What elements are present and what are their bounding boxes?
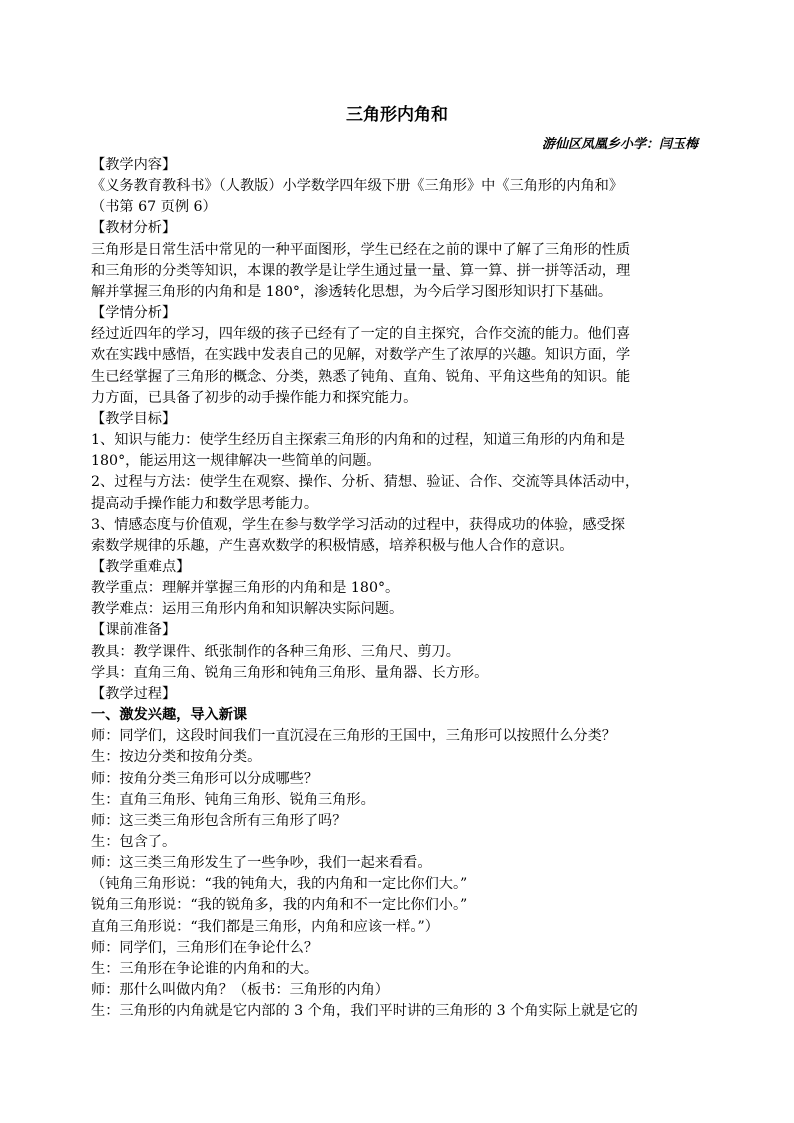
text-line: （钝角三角形说：“我的钝角大，我的内角和一定比你们大。” (91, 876, 468, 893)
text-line: 学具：直角三角、锐角三角形和钝角三角形、量角器、长方形。 (91, 664, 489, 681)
text-line: 生：包含了。 (91, 834, 177, 850)
text-line: 直角三角形说：“我们都是三角形，内角和应该一样。”） (91, 918, 439, 935)
text-line: 欢在实践中感悟，在实践中发表自己的见解，对数学产生了浓厚的兴趣。知识方面，学 (91, 347, 631, 364)
text-line: 生：按边分类和按角分类。 (91, 749, 262, 766)
text-line: 生：三角形在争论谁的内角和的大。 (91, 960, 319, 977)
text-line: 【教学目标】 (91, 410, 177, 427)
text-line: 生：直角三角形、钝角三角形、锐角三角形。 (91, 791, 375, 808)
text-line: 【教学内容】 (91, 157, 177, 173)
text-line: 2、过程与方法：使学生在观察、操作、分析、猜想、验证、合作、交流等具体活动中， (91, 474, 640, 491)
text-line: 《义务教育教科书》（人教版）小学数学四年级下册《三角形》中《三角形的内角和》 (91, 178, 624, 195)
text-line: 3、情感态度与价值观，学生在参与数学学习活动的过程中，获得成功的体验，感受探 (91, 516, 625, 533)
text-line: 【教材分析】 (91, 220, 177, 237)
text-line: 【教学过程】 (91, 685, 177, 702)
text-line: （书第 67 页例 6） (91, 199, 217, 216)
text-line: 一、激发兴趣，导入新课 (91, 707, 248, 724)
text-line: 教学难点：运用三角形内角和知识解决实际问题。 (91, 601, 404, 618)
text-line: 生已经掌握了三角形的概念、分类，熟悉了钝角、直角、锐角、平角这些角的知识。能 (91, 368, 631, 385)
text-line: 师：这三类三角形发生了一些争吵，我们一起来看看。 (91, 855, 432, 872)
text-line: 师：同学们，这段时间我们一直沉浸在三角形的王国中，三角形可以按照什么分类？ (91, 728, 616, 745)
text-line: 解并掌握三角形的内角和是 180°，渗透转化思想，为今后学习图形知识打下基础。 (91, 283, 613, 300)
text-line: 经过近四年的学习，四年级的孩子已经有了一定的自主探究，合作交流的能力。他们喜 (91, 326, 631, 343)
text-line: 1、知识与能力：使学生经历自主探索三角形的内角和的过程，知道三角形的内角和是 (91, 432, 625, 449)
text-line: 和三角形的分类等知识，本课的教学是让学生通过量一量、算一算、拼一拼等活动，理 (91, 262, 631, 279)
text-line: 【课前准备】 (91, 622, 177, 639)
text-line: 【教学重难点】 (91, 558, 191, 575)
text-line: 力方面，已具备了初步的动手操作能力和探究能力。 (91, 389, 418, 406)
text-line: 师：这三类三角形包含所有三角形了吗？ (91, 812, 347, 829)
document-author: 游仙区凤凰乡小学：闫玉梅 (541, 137, 698, 152)
text-line: 教具：教学课件、纸张制作的各种三角形、三角尺、剪刀。 (91, 643, 460, 660)
text-line: 180°，能运用这一规律解决一些简单的问题。 (91, 453, 381, 470)
text-line: 师：那什么叫做内角？（板书：三角形的内角） (91, 982, 389, 999)
text-line: 三角形是日常生活中常见的一种平面图形，学生已经在之前的课中了解了三角形的性质 (91, 241, 631, 258)
text-line: 提高动手操作能力和数学思考能力。 (91, 495, 319, 512)
text-line: 【学情分析】 (91, 305, 177, 322)
document-title: 三角形内角和 (346, 105, 448, 125)
text-line: 锐角三角形说：“我的锐角多，我的内角和不一定比你们小。” (91, 897, 468, 914)
document-body (91, 155, 705, 1022)
text-line: 教学重点：理解并掌握三角形的内角和是 180°。 (91, 580, 400, 597)
text-line: 生：三角形的内角就是它内部的 3 个角，我们平时讲的三角形的 3 个角实际上就是它的 (91, 1003, 638, 1020)
text-line: 师：同学们，三角形们在争论什么？ (91, 939, 319, 956)
text-line: 师：按角分类三角形可以分成哪些？ (91, 770, 319, 787)
text-line: 索数学规律的乐趣，产生喜欢数学的积极情感，培养积极与他人合作的意识。 (91, 537, 574, 554)
